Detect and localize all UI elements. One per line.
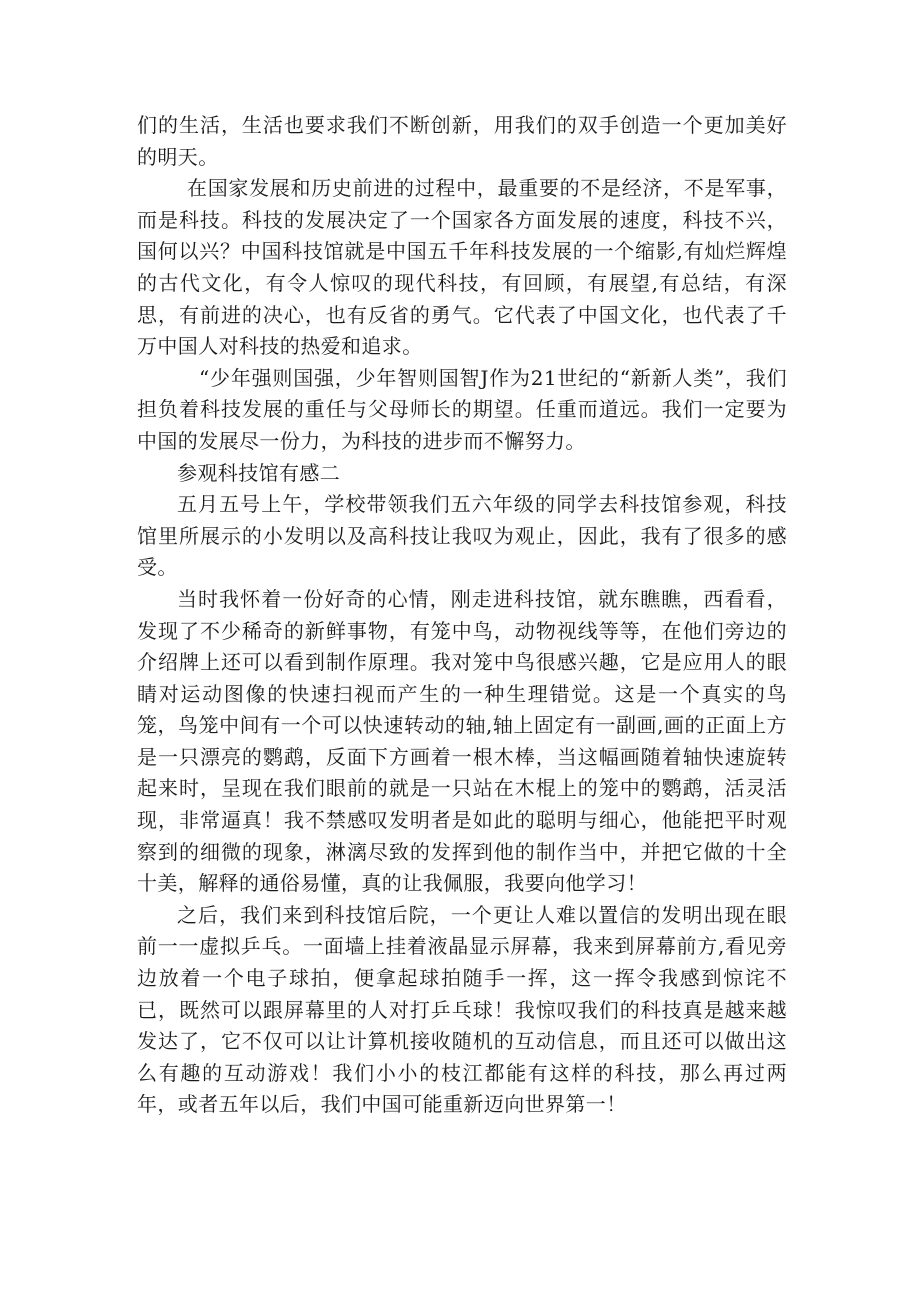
paragraph-youth-responsibility: “少年强则国强，少年智则国智J作为21世纪的“新新人类”，我们担负着科技发展的重任与父母师长的期望。任重而道远。我们一定要为中国的发展尽一份力，为科技的进步而不懈努力。: [137, 365, 787, 453]
paragraph-visit-intro: 五月五号上午，学校带领我们五六年级的同学去科技馆参观，科技馆里所展示的小发明以及高科技让我叹为观止，因此，我有了很多的感受。: [137, 492, 787, 580]
document-page: [137, 110, 787, 1121]
paragraph-continuation: 们的生活，生活也要求我们不断创新，用我们的双手创造一个更加美好的明天。: [137, 113, 787, 169]
paragraph-virtual-pingpong: 之后，我们来到科技馆后院，一个更让人难以置信的发明出现在眼前一一虚拟乒乓。一面墙上挂着液晶显示屏幕，我来到屏幕前方,看见旁边放着一个电子球拍，便拿起球拍随手一挥，这一挥令我感到惊诧不已，既然可以跟屏幕里的人对打乒乓球！我惊叹我们的科技真是越来越发达了，它不仅可以让计算机接收随机的互动信息，而且还可以做出这么有趣的互动游戏！我们小小的枝江都能有这样的科技，那么再过两年，或者五年以后，我们中国可能重新迈向世界第一！: [137, 902, 787, 1117]
section-title: 参观科技馆有感二: [177, 460, 341, 485]
paragraph-tech-importance: 在国家发展和历史前进的过程中，最重要的不是经济，不是军事，而是科技。科技的发展决定了一个国家各方面发展的速度，科技不兴，国何以兴？中国科技馆就是中国五千年科技发展的一个缩影,有灿烂辉煌的古代文化，有令人惊叹的现代科技，有回顾，有展望,有总结，有深思，有前进的决心，也有反省的勇气。它代表了中国文化，也代表了千万中国人对科技的热爱和追求。: [137, 176, 787, 359]
paragraph-bird-cage: 当时我怀着一份好奇的心情，刚走进科技馆，就东瞧瞧，西看看，发现了不少稀奇的新鲜事物，有笼中鸟，动物视线等等，在他们旁边的介绍牌上还可以看到制作原理。我对笼中鸟很感兴趣，它是应用人的眼睛对运动图像的快速扫视而产生的一种生理错觉。这是一个真实的鸟笼，鸟笼中间有一个可以快速转动的轴,轴上固定有一副画,画的正面上方是一只漂亮的鹦鹉，反面下方画着一根木棒，当这幅画随着轴快速旋转起来时，呈现在我们眼前的就是一只站在木棍上的笼中的鹦鹉，活灵活现，非常逼真！我不禁感叹发明者是如此的聪明与细心，他能把平时观察到的细微的现象，淋漓尽致的发挥到他的制作当中，并把它做的十全十美，解释的通俗易懂，真的让我佩服，我要向他学习！: [137, 586, 787, 896]
